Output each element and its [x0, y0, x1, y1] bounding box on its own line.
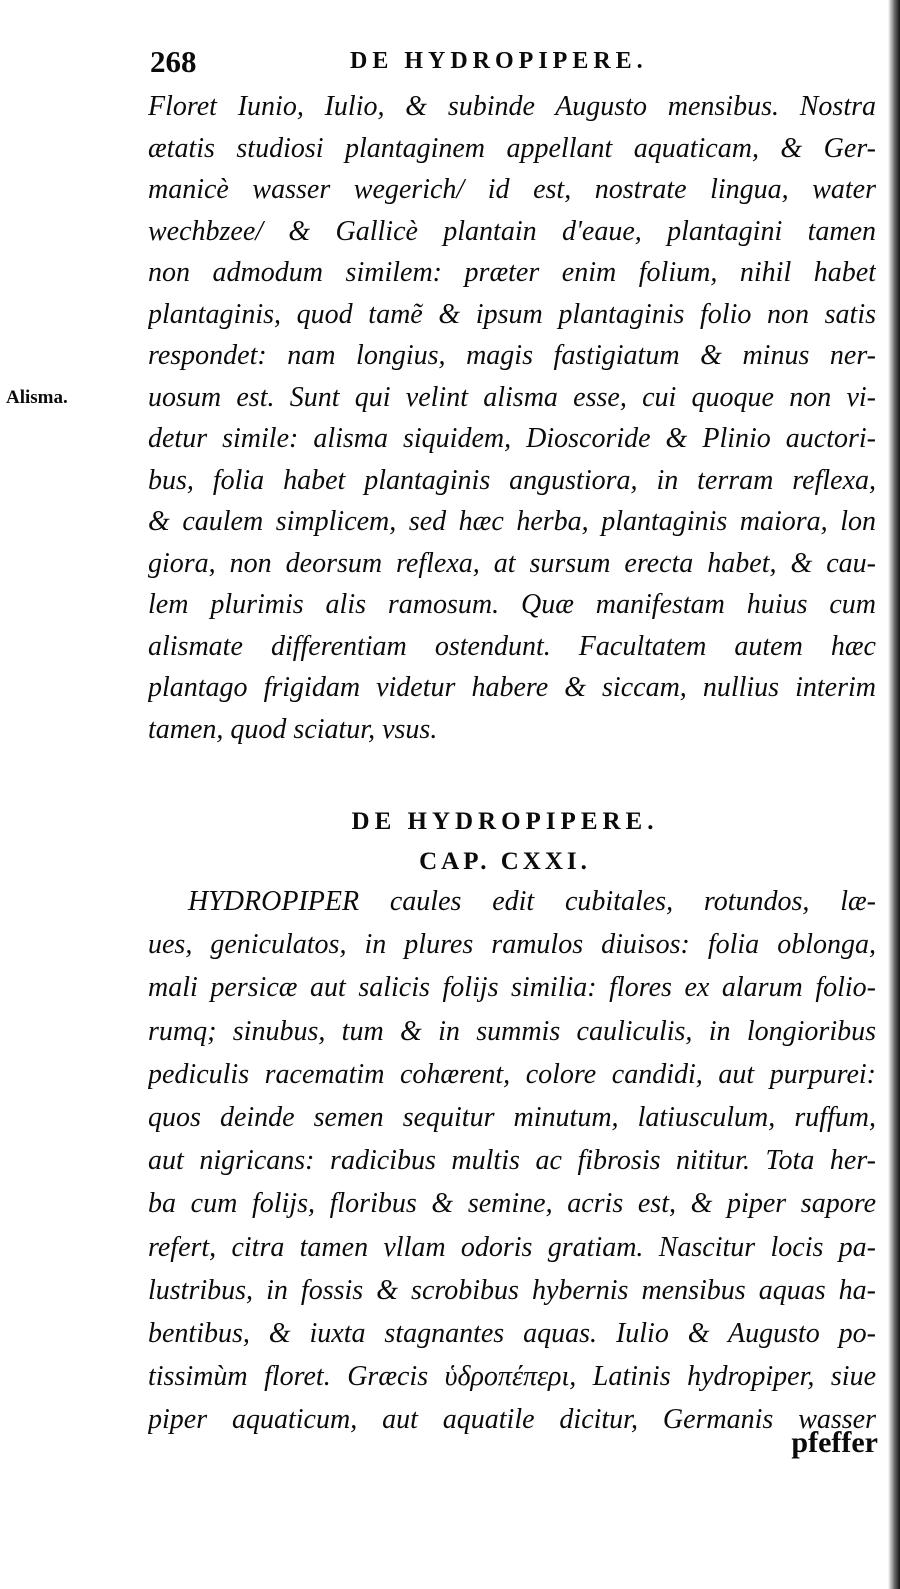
- page-number: 268: [150, 44, 197, 79]
- margin-note: Alisma.: [6, 387, 68, 408]
- text-line: tamen, quod sciatur, vsus.: [148, 713, 438, 745]
- page-edge-shadow: [888, 0, 900, 1589]
- text-line: alismate differentiam ostendunt. Facultatem autem hæc: [148, 630, 876, 662]
- text-line: detur simile: alisma siquidem, Dioscoride & Plinio auctori-: [148, 423, 876, 454]
- text-line: manicè wasser wegerich/ id est, nostrate lingua, water: [148, 174, 876, 205]
- text-line: tissimùm floret. Græcis ὑδροπέπερι, Latinis hydropiper, siue: [148, 1361, 876, 1393]
- text-line: bentibus, & iuxta stagnantes aquas. Iulio & Augusto po-: [148, 1317, 876, 1349]
- text-line: mali persicæ aut salicis folijs similia: flores ex alarum folio-: [148, 972, 876, 1004]
- running-head: DE HYDROPIPERE.: [350, 48, 648, 74]
- text-line: refert, citra tamen vllam odoris gratiam. Nascitur locis pa-: [148, 1231, 876, 1263]
- text-line: ætatis studiosi plantaginem appellant aquaticam, & Ger-: [148, 132, 876, 164]
- text-line: rumq; sinubus, tum & in summis cauliculis, in longioribus: [148, 1015, 876, 1047]
- text-line: giora, non deorsum reflexa, at sursum erecta habet, & cau-: [148, 547, 876, 579]
- chapter-number: CAP. CXXI.: [419, 848, 591, 875]
- text-line: Floret Iunio, Iulio, & subinde Augusto mensibus. Nostra: [148, 91, 876, 122]
- text-line: lem plurimis alis ramosum. Quæ manifestam huius cum: [148, 589, 876, 620]
- section-title: DE HYDROPIPERE.: [351, 808, 659, 835]
- catchword: pfeffer: [791, 1426, 878, 1459]
- text-line: pediculis racematim cohærent, colore candidi, aut purpurei:: [148, 1058, 876, 1090]
- text-line: wechbzee/ & Gallicè plantain d'eaue, plantagini tamen: [148, 215, 876, 247]
- page-header: [150, 44, 870, 84]
- text-line: bus, folia habet plantaginis angustiora, in terram reflexa,: [148, 464, 876, 496]
- text-line: plantaginis, quod tamẽ & ipsum plantaginis folio non satis: [148, 298, 876, 330]
- text-line: ues, geniculatos, in plures ramulos diuisos: folia oblonga,: [148, 929, 876, 961]
- text-line: ba cum folijs, floribus & semine, acris est, & piper sapore: [148, 1188, 876, 1220]
- text-line: piper aquaticum, aut aquatile dicitur, Germanis wasser: [148, 1404, 876, 1436]
- text-line: aut nigricans: radicibus multis ac fibrosis nititur. Tota her-: [148, 1145, 876, 1177]
- text-line: HYDROPIPER caules edit cubitales, rotundos, læ-: [188, 886, 876, 917]
- text-line: uosum est. Sunt qui velint alisma esse, cui quoque non vi-: [148, 381, 876, 413]
- text-line: non admodum similem: præter enim folium, nihil habet: [148, 257, 876, 288]
- paragraph-hydropiper: [148, 880, 876, 1441]
- paragraph-plantago: [148, 86, 876, 750]
- text-line: plantago frigidam videtur habere & siccam, nullius interim: [148, 672, 876, 703]
- text-line: quos deinde semen sequitur minutum, latiusculum, ruffum,: [148, 1101, 876, 1133]
- text-line: lustribus, in fossis & scrobibus hybernis mensibus aquas ha-: [148, 1274, 876, 1306]
- text-line: respondet: nam longius, magis fastigiatum & minus ner-: [148, 340, 876, 371]
- text-line: & caulem simplicem, sed hæc herba, plantaginis maiora, lon: [148, 506, 876, 537]
